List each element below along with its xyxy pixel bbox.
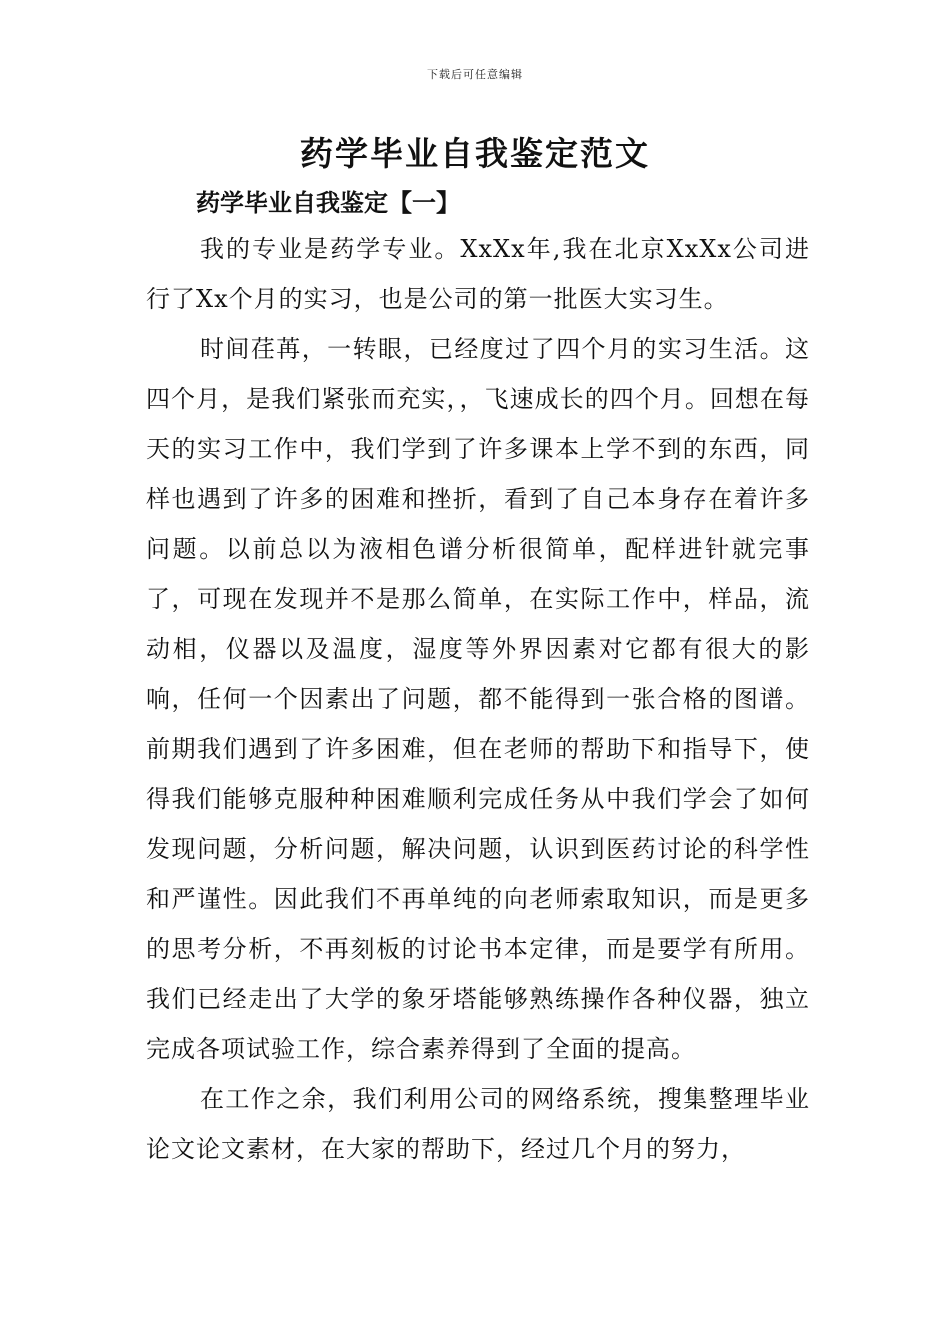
- header-note: 下载后可任意编辑: [427, 68, 523, 81]
- document-body: [146, 224, 810, 1174]
- paragraph: 时间荏苒，一转眼，已经度过了四个月的实习生活。这四个月，是我们紧张而充实，，飞速成长的四个月。回想在每天的实习工作中，我们学到了许多课本上学不到的东西，同样也遇到了许多的困难和挫折，看到了自己本身存在着许多问题。以前总以为液相色谱分析很简单，配样进针就完事了，可现在发现并不是那么简单，在实际工作中，样品，流动相，仪器以及温度，湿度等外界因素对它都有很大的影响，任何一个因素出了问题，都不能得到一张合格的图谱。前期我们遇到了许多困难，但在老师的帮助下和指导下，使得我们能够克服种种困难顺利完成任务从中我们学会了如何发现问题，分析问题，解决问题，认识到医药讨论的科学性和严谨性。因此我们不再单纯的向老师索取知识，而是更多的思考分析，不再刻板的讨论书本定律，而是要学有所用。我们已经走出了大学的象牙塔能够熟练操作各种仪器，独立完成各项试验工作，综合素养得到了全面的提高。: [146, 335, 810, 1063]
- section-heading: 药学毕业自我鉴定【一】: [196, 188, 460, 217]
- paragraph: 在工作之余，我们利用公司的网络系统，搜集整理毕业论文论文素材，在大家的帮助下，经过几个月的努力，: [146, 1085, 810, 1163]
- paragraph: 我的专业是药学专业。XxXx年,我在北京XxXx公司进行了Xx个月的实习，也是公司的第一批医大实习生。: [146, 235, 810, 313]
- document-title: 药学毕业自我鉴定范文: [300, 134, 650, 173]
